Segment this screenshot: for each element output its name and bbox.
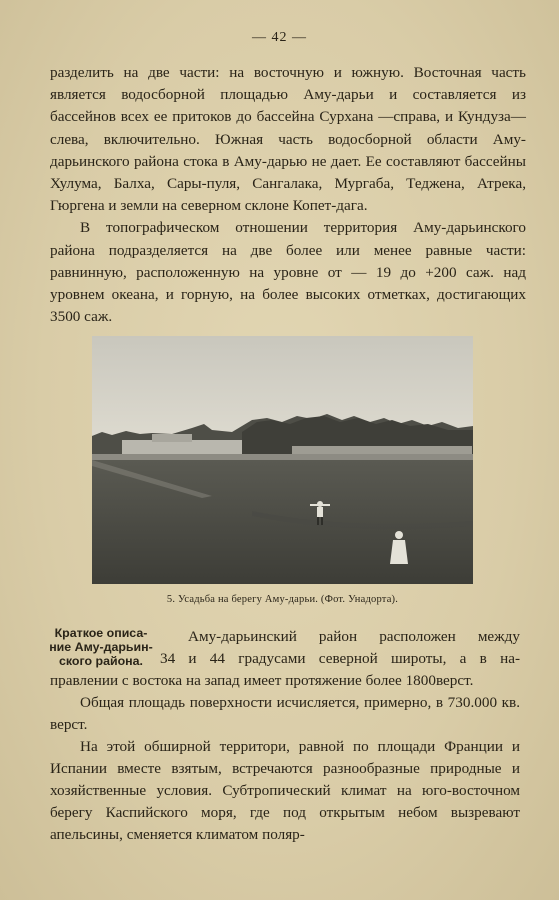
- bottom-text-block: [50, 670, 520, 846]
- section-second-line: 34 и 44 градусами северной широты, а в на-: [160, 650, 520, 667]
- paragraph: Общая площадь поверхности исчисляется, примерно, в 730.000 кв. верст.: [50, 694, 520, 733]
- side-heading: [46, 626, 156, 669]
- estate-photo-illustration: [92, 336, 473, 584]
- top-text-block: [50, 62, 526, 328]
- section-first-line: Аму-дарьинский район расположен между: [188, 628, 520, 645]
- side-heading-line: ние Аму-дарьин-: [49, 640, 153, 655]
- side-heading-line: Краткое описа-: [54, 626, 148, 640]
- paragraph: правлении с востока на запад имеет протяжение более 1800верст.: [50, 672, 474, 689]
- paragraph: На этой обширной территори, равной по площади Франции и Испании вместе взятым, встречаются разнообразные природные и хозяйственные условия. Субтропический климат на юго-восточном берегу Каспийского моря, где под открытым небом вызревают апельсины, сменяется климатом поляр-: [50, 738, 520, 843]
- paragraph: В топографическом отношении территория Аму-дарьинского района подразделяется на две более или менее равные части: равнинную, расположенную на уровне от — 19 до +200 саж. над уровнем океана, и горную, на более высоких отметках, достигающих 3500 саж.: [50, 219, 526, 326]
- page-number: — 42 —: [252, 30, 307, 45]
- paragraph: разделить на две части: на восточную и южную. Восточная часть является водосборной площадью Аму-дарьи и составляется из бассейнов всех ее притоков до бассейна Сурхана —справа, и Кундуза—слева, включительно. Южная часть водосборной области Аму-дарьинского района стока в Аму-дарью не дает. Ее составляют бассейны Хулума, Балха, Сары-пуля, Сангалака, Мургаба, Теджена, Атрека, Гюргена и земли на северном склоне Копет-дага.: [50, 64, 526, 215]
- photograph: [92, 336, 473, 584]
- photo-caption: 5. Усадьба на берегу Аму-дарьи. (Фот. Унадорта).: [166, 594, 399, 605]
- side-heading-line: ского района.: [59, 654, 143, 669]
